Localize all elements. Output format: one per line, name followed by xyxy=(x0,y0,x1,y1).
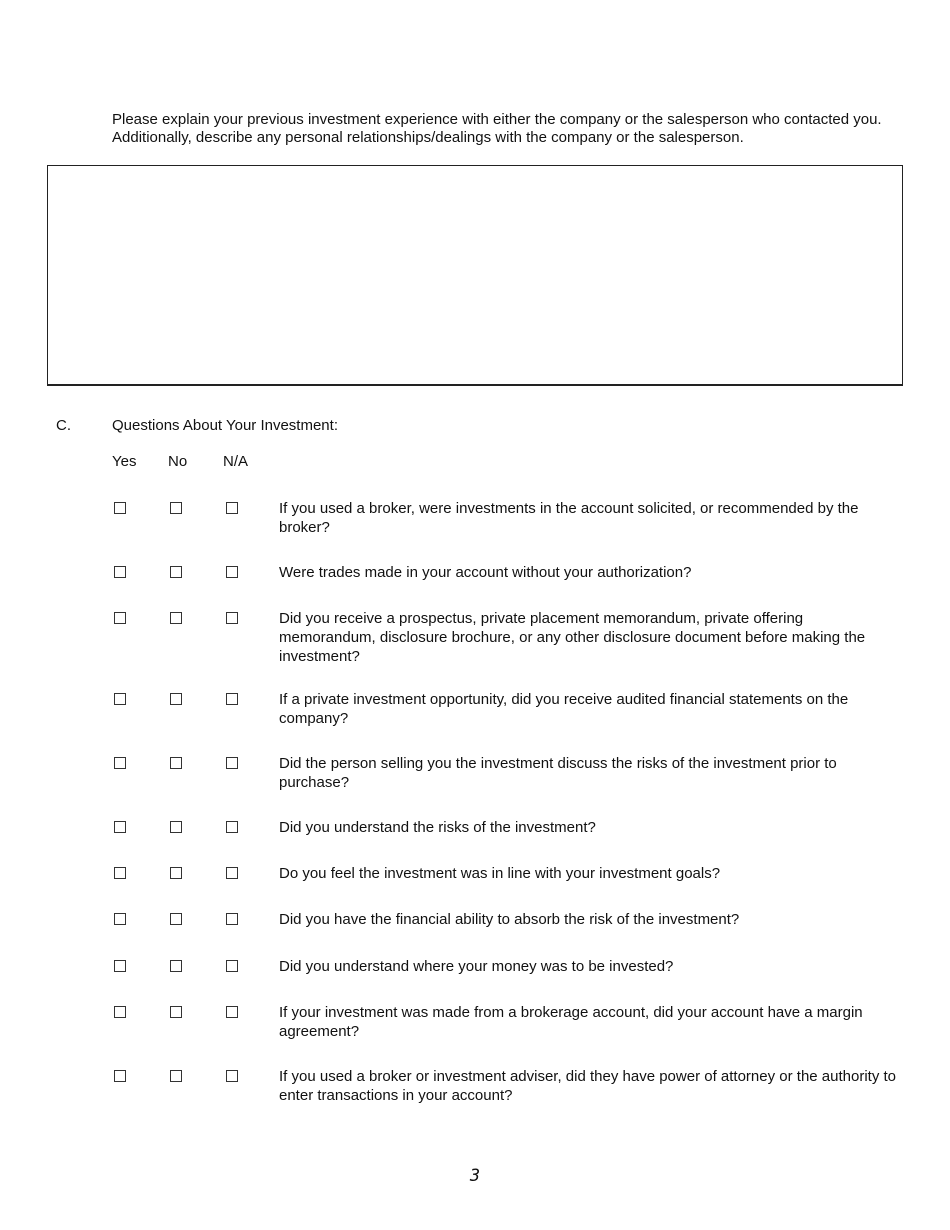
investment-experience-textarea[interactable] xyxy=(47,165,903,386)
na-checkbox[interactable] xyxy=(226,1006,238,1018)
question-text: If you used a broker or investment adviser, did they have power of attorney or the authority to enter transactions in your account? xyxy=(279,1068,897,1104)
yes-checkbox[interactable] xyxy=(114,821,126,833)
no-checkbox[interactable] xyxy=(170,566,182,578)
intro-line-1: Please explain your previous investment experience with either the company or the salesperson who contacted you. xyxy=(112,111,882,128)
section-title: Questions About Your Investment: xyxy=(112,417,338,434)
no-checkbox[interactable] xyxy=(170,757,182,769)
yes-checkbox[interactable] xyxy=(114,757,126,769)
no-checkbox[interactable] xyxy=(170,1070,182,1082)
na-checkbox[interactable] xyxy=(226,693,238,705)
yes-checkbox[interactable] xyxy=(114,1006,126,1018)
na-checkbox[interactable] xyxy=(226,757,238,769)
question-text: If you used a broker, were investments in the account solicited, or recommended by the broker? xyxy=(279,500,859,536)
yes-checkbox[interactable] xyxy=(114,612,126,624)
intro-line-2: Additionally, describe any personal relationships/dealings with the company or the salesperson. xyxy=(112,129,744,146)
yes-checkbox[interactable] xyxy=(114,867,126,879)
na-checkbox[interactable] xyxy=(226,1070,238,1082)
column-header-no: No xyxy=(168,453,188,470)
no-checkbox[interactable] xyxy=(170,693,182,705)
no-checkbox[interactable] xyxy=(170,913,182,925)
no-checkbox[interactable] xyxy=(170,612,182,624)
na-checkbox[interactable] xyxy=(226,612,238,624)
question-text: Did you receive a prospectus, private placement memorandum, private offering memorandum, disclosure brochure, or any other disclosure document before making the investment? xyxy=(279,610,866,665)
yes-checkbox[interactable] xyxy=(114,1070,126,1082)
page-number: 3 xyxy=(469,1166,481,1186)
question-text: Did you understand where your money was to be invested? xyxy=(279,958,674,975)
yes-checkbox[interactable] xyxy=(114,960,126,972)
no-checkbox[interactable] xyxy=(170,821,182,833)
question-text: Were trades made in your account without your authorization? xyxy=(279,564,692,581)
question-text: If your investment was made from a brokerage account, did your account have a margin agreement? xyxy=(279,1004,863,1040)
question-text: Did you have the financial ability to absorb the risk of the investment? xyxy=(279,911,740,928)
section-letter: C. xyxy=(56,417,71,434)
na-checkbox[interactable] xyxy=(226,913,238,925)
no-checkbox[interactable] xyxy=(170,960,182,972)
question-text: If a private investment opportunity, did you receive audited financial statements on the company? xyxy=(279,691,849,727)
yes-checkbox[interactable] xyxy=(114,566,126,578)
no-checkbox[interactable] xyxy=(170,1006,182,1018)
yes-checkbox[interactable] xyxy=(114,502,126,514)
yes-checkbox[interactable] xyxy=(114,913,126,925)
na-checkbox[interactable] xyxy=(226,960,238,972)
na-checkbox[interactable] xyxy=(226,566,238,578)
column-header-yes: Yes xyxy=(112,453,137,470)
question-text: Do you feel the investment was in line with your investment goals? xyxy=(279,865,721,882)
intro-instructions xyxy=(112,111,912,147)
na-checkbox[interactable] xyxy=(226,502,238,514)
no-checkbox[interactable] xyxy=(170,867,182,879)
column-header-na: N/A xyxy=(223,453,249,470)
no-checkbox[interactable] xyxy=(170,502,182,514)
question-text: Did the person selling you the investment discuss the risks of the investment prior to purchase? xyxy=(279,755,837,791)
yes-checkbox[interactable] xyxy=(114,693,126,705)
na-checkbox[interactable] xyxy=(226,867,238,879)
question-text: Did you understand the risks of the investment? xyxy=(279,819,596,836)
na-checkbox[interactable] xyxy=(226,821,238,833)
